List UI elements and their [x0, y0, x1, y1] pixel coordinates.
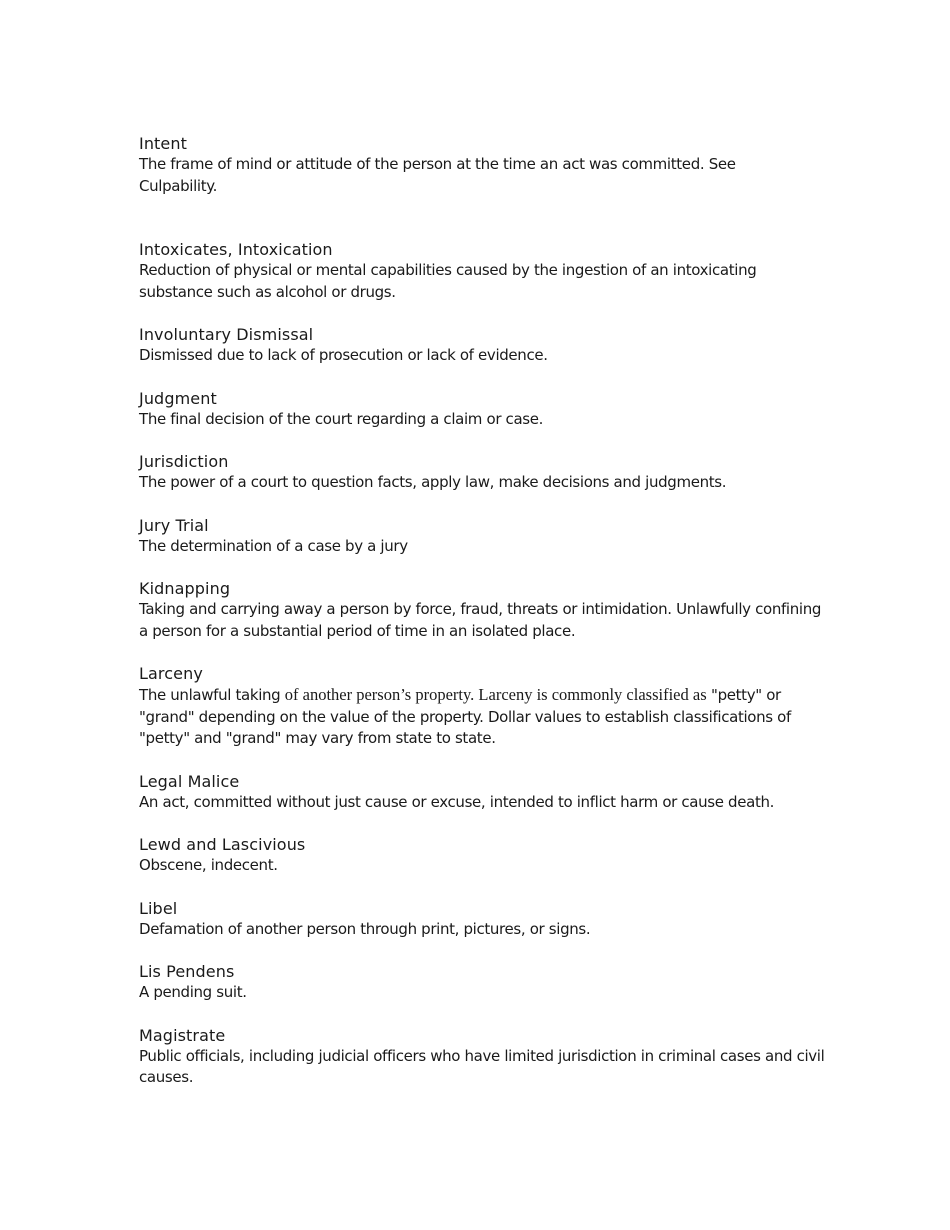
glossary-entry-lewd-and-lascivious: [139, 834, 829, 877]
glossary-entry-lis-pendens: [139, 961, 829, 1004]
glossary-term: Larceny: [139, 664, 203, 683]
glossary-entry-larceny: [139, 663, 829, 750]
definition-text: The unlawful taking: [139, 686, 285, 704]
definition-text-serif: of another person’s property. Larceny is commonly classified as: [284, 685, 707, 704]
glossary-entry-intoxication: [139, 239, 829, 303]
glossary-entry-magistrate: [139, 1025, 829, 1089]
glossary-entry-kidnapping: [139, 578, 829, 642]
definition-text: "petty" or "grand" depending on the value of the property. Dollar values to establish classifications of "petty" and "grand" may vary from state to state.: [139, 686, 791, 747]
glossary-definition: Taking and carrying away a person by force, fraud, threats or intimidation. Unlawfully confining a person for a substantial period of time in an isolated place.: [139, 600, 822, 640]
glossary-definition: Public officials, including judicial officers who have limited jurisdiction in criminal cases and civil causes.: [139, 1046, 825, 1086]
glossary-definition: [139, 684, 829, 750]
glossary-term: Lewd and Lascivious: [139, 835, 306, 854]
glossary-term: Magistrate: [139, 1025, 226, 1045]
glossary-definition: The power of a court to question facts, apply law, make decisions and judgments.: [139, 473, 727, 491]
glossary-definition: The frame of mind or attitude of the person at the time an act was committed. See Culpability.: [139, 155, 736, 195]
glossary-entry-involuntary-dismissal: [139, 324, 829, 367]
glossary-term: Lis Pendens: [139, 962, 235, 981]
glossary-definition: Defamation of another person through print, pictures, or signs.: [139, 919, 591, 938]
glossary-term: Libel: [139, 898, 178, 918]
glossary-definition: The determination of a case by a jury: [139, 536, 408, 555]
glossary-entry-jurisdiction: [139, 451, 829, 494]
glossary-definition: Obscene, indecent.: [139, 856, 278, 874]
glossary-definition: An act, committed without just cause or excuse, intended to inflict harm or cause death.: [139, 792, 775, 811]
glossary-entry-jury-trial: [139, 515, 829, 558]
glossary-definition: Reduction of physical or mental capabilities caused by the ingestion of an intoxicating substance such as alcohol or drugs.: [139, 261, 757, 301]
glossary-definition: A pending suit.: [139, 983, 247, 1001]
glossary-term: Intent: [139, 134, 187, 153]
glossary-entry-judgment: [139, 388, 829, 431]
glossary-definition: The final decision of the court regarding a claim or case.: [139, 409, 544, 428]
glossary-entry-libel: [139, 898, 829, 941]
glossary-term: Kidnapping: [139, 579, 231, 598]
glossary-definition: Dismissed due to lack of prosecution or lack of evidence.: [139, 346, 548, 364]
glossary-entry-legal-malice: [139, 771, 829, 814]
glossary-term: Legal Malice: [139, 771, 240, 791]
glossary-list: [139, 133, 829, 1089]
glossary-term: Judgment: [139, 388, 217, 408]
glossary-term: Involuntary Dismissal: [139, 325, 314, 344]
glossary-term: Intoxicates, Intoxication: [139, 240, 333, 259]
glossary-term: Jurisdiction: [139, 452, 229, 471]
glossary-entry-intent: [139, 133, 769, 197]
glossary-term: Jury Trial: [139, 515, 209, 535]
